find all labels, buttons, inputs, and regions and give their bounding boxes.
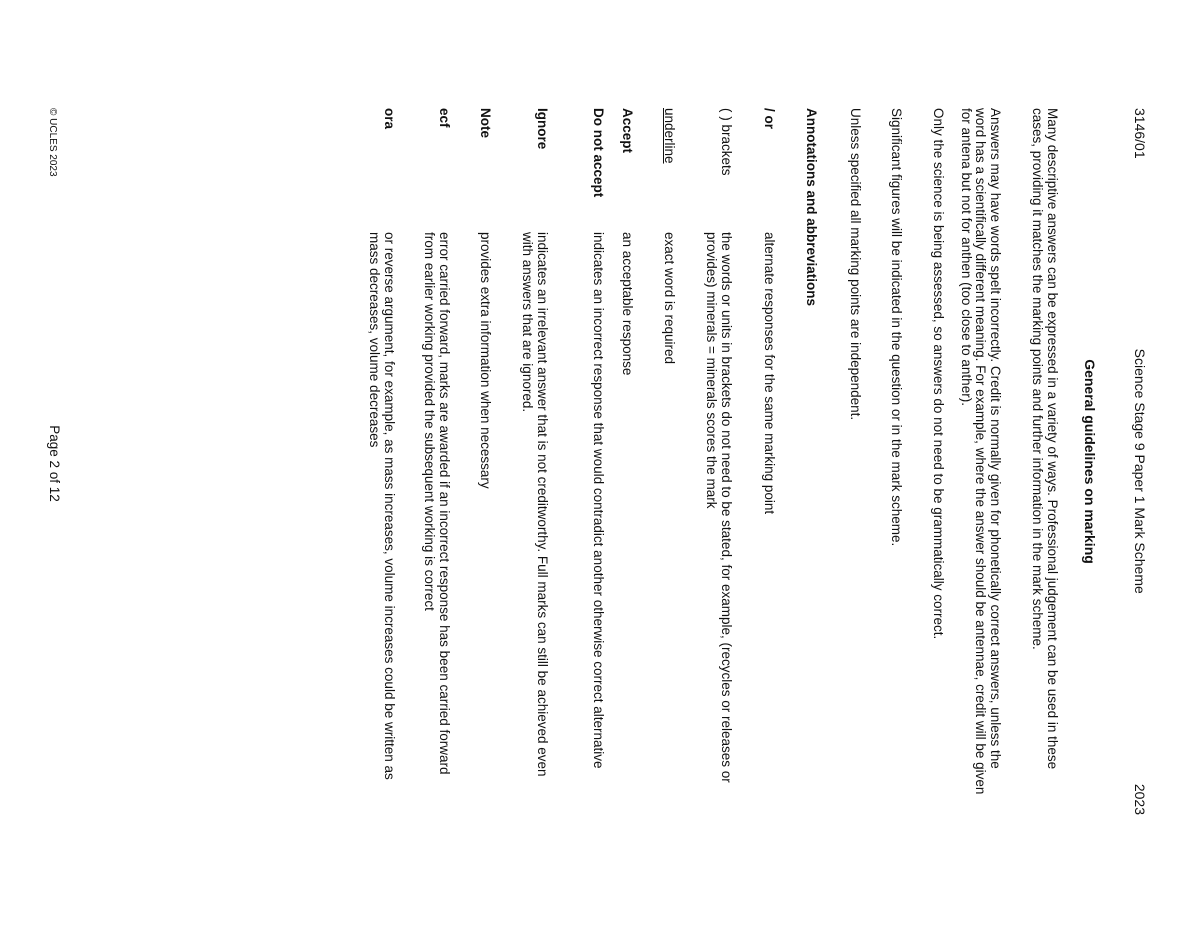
- annotation-definition-accept: an acceptable response: [620, 232, 635, 376]
- annotation-term-brackets: ( ) brackets: [719, 108, 734, 176]
- annotations-heading: Annotations and abbreviations: [804, 108, 819, 307]
- annotation-definition-or: alternate responses for the same marking point: [762, 232, 777, 515]
- annotation-term-do-not-accept: Do not accept: [591, 108, 606, 198]
- annotation-definition-ora: or reverse argument, for example, as mass increases, volume increases could be written as mass decreases, volume decreases: [367, 232, 397, 780]
- paragraph-independent-points: Unless specified all marking points are independent.: [848, 108, 863, 421]
- page-number: Page 2 of 12: [47, 425, 62, 502]
- annotation-term-ecf: ecf: [437, 108, 452, 128]
- paragraph-spelling: Answers may have words spelt incorrectly. Credit is normally given for phonetically correct answers, unless the word has a scientifically different meaning. For example, where the answer should be antennae, credit will be given for antena but not for anthen (too close to anther).: [959, 108, 1003, 795]
- page-title: General guidelines on marking: [1082, 359, 1098, 564]
- annotation-term-underline: underline: [662, 108, 677, 164]
- annotation-term-ora: ora: [382, 108, 397, 130]
- annotation-definition-underline: exact word is required: [662, 232, 677, 365]
- paper-code: 3146/01: [1132, 108, 1148, 159]
- annotation-definition-brackets: the words or units in brackets do not need to be stated, for example, (recycles or releases or provides) minerals = minerals scores the mark: [704, 232, 734, 783]
- header-year: 2023: [1132, 783, 1148, 815]
- annotation-term-or: / or: [762, 108, 777, 130]
- page-header: [1132, 108, 1148, 815]
- annotation-definition-ecf: error carried forward, marks are awarded if an incorrect response has been carried forward from earlier working provided the subsequent working is correct: [422, 232, 452, 775]
- annotation-definition-do-not-accept: indicates an incorrect response that would contradict another otherwise correct alternative: [591, 232, 606, 769]
- document-title: Science Stage 9 Paper 1 Mark Scheme: [1132, 348, 1148, 594]
- annotation-definition-ignore: indicates an irrelevant answer that is not creditworthy. Full marks can still be achieved even with answers that are ignored.: [520, 232, 550, 777]
- annotation-definition-note: provides extra information when necessary: [478, 232, 493, 489]
- copyright-notice: © UCLES 2023: [47, 108, 58, 177]
- annotation-term-note: Note: [478, 108, 493, 138]
- paragraph-descriptive-answers: Many descriptive answers can be expressed in a variety of ways. Professional judgement can be used in these cases, providing it matches the marking points and further information in the mark scheme.: [1030, 108, 1060, 770]
- annotation-term-accept: Accept: [620, 108, 635, 154]
- paragraph-science-assessed: Only the science is being assessed, so answers do not need to be grammatically correct.: [931, 108, 946, 640]
- annotation-term-ignore: Ignore: [535, 108, 550, 150]
- paragraph-significant-figures: Significant figures will be indicated in the question or in the mark scheme.: [889, 108, 904, 547]
